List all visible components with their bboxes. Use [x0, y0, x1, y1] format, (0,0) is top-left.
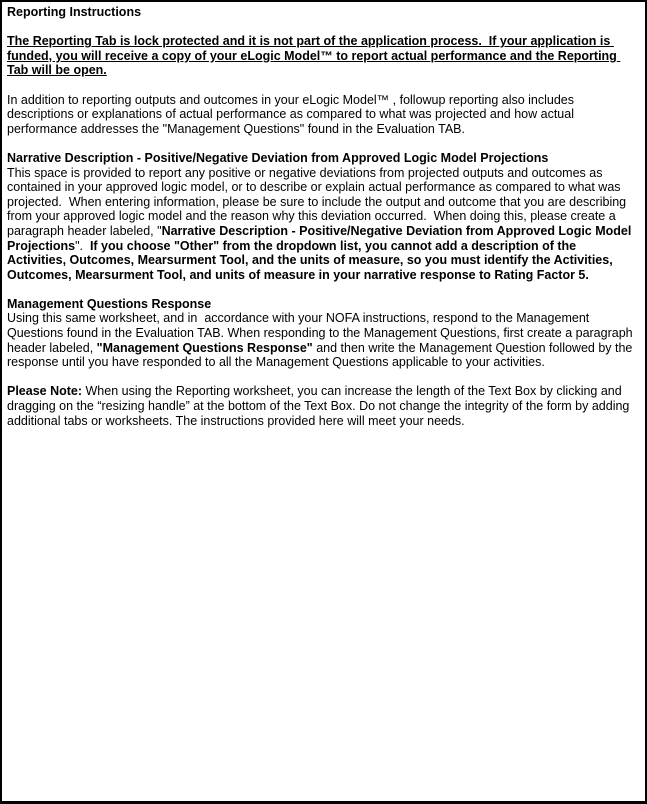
page-title: Reporting Instructions	[7, 5, 142, 19]
paragraph	[7, 166, 633, 283]
text-run: When using the Reporting worksheet, you can increase the length of the Text Box by clicking and dragging on the “resizing handle” at the bottom of the Text Box. Do not change the integrity of the form by adding additional tabs or worksheets. The instructions provided here will meet your needs.	[7, 384, 633, 428]
text-run: ".	[75, 238, 90, 253]
text-run: Using this same worksheet, and in accordance with your NOFA instructions, respond to the Management Questions found in the Evaluation TAB. When responding to the Management Questions, first create a paragraph header labeled,	[7, 311, 637, 355]
text-run: Narrative Description - Positive/Negative Deviation from Approved Logic Model Projections	[7, 223, 635, 253]
sections	[7, 34, 637, 428]
paragraph	[7, 93, 633, 137]
section	[7, 384, 633, 428]
text-run: The Reporting Tab is lock protected and it is not part of the application process. If your application is funded, you will receive a copy of your eLogic Model™ to report actual performance and the Reporting Tab will be open.	[7, 34, 621, 78]
paragraph	[7, 384, 633, 428]
paragraph	[7, 34, 633, 78]
section	[7, 34, 633, 78]
text-run: If you choose "Other" from the dropdown list, you cannot add a description of the Activities, Outcomes, Mearsurment Tool, and the units of measure, so you must identify the Activities, Outcomes, Mearsurment Tool, and units of measure in your narrative response to Rating Factor 5.	[7, 238, 617, 282]
text-run: "Management Questions Response"	[96, 340, 313, 355]
section	[7, 93, 633, 137]
section-heading: Management Questions Response	[7, 296, 212, 311]
text-run: In addition to reporting outputs and outcomes in your eLogic Model™ , followup reporting also includes descriptions or explanations of actual performance as compared to what was projected and how actual performance addresses the "Management Questions" found in the Evaluation TAB.	[7, 92, 578, 136]
text-run: and then write the Management Question followed by the response until you have responded to all the Management Questions applicable to your activities.	[7, 340, 636, 370]
text-run: Please Note:	[7, 384, 83, 399]
section	[7, 151, 633, 282]
section	[7, 296, 637, 370]
paragraph	[7, 311, 637, 370]
text-run: This space is provided to report any positive or negative deviations from projected outputs and outcomes as contained in your approved logic model, or to describe or explain actual performance as compared to what was projected. When entering information, please be sure to include the output and outcome that you are describing from your approved logic model and the reason why this deviation occurred. When doing this, please create a paragraph header labeled, "	[7, 165, 630, 238]
section-heading: Narrative Description - Positive/Negative Deviation from Approved Logic Model Projections	[7, 150, 549, 165]
